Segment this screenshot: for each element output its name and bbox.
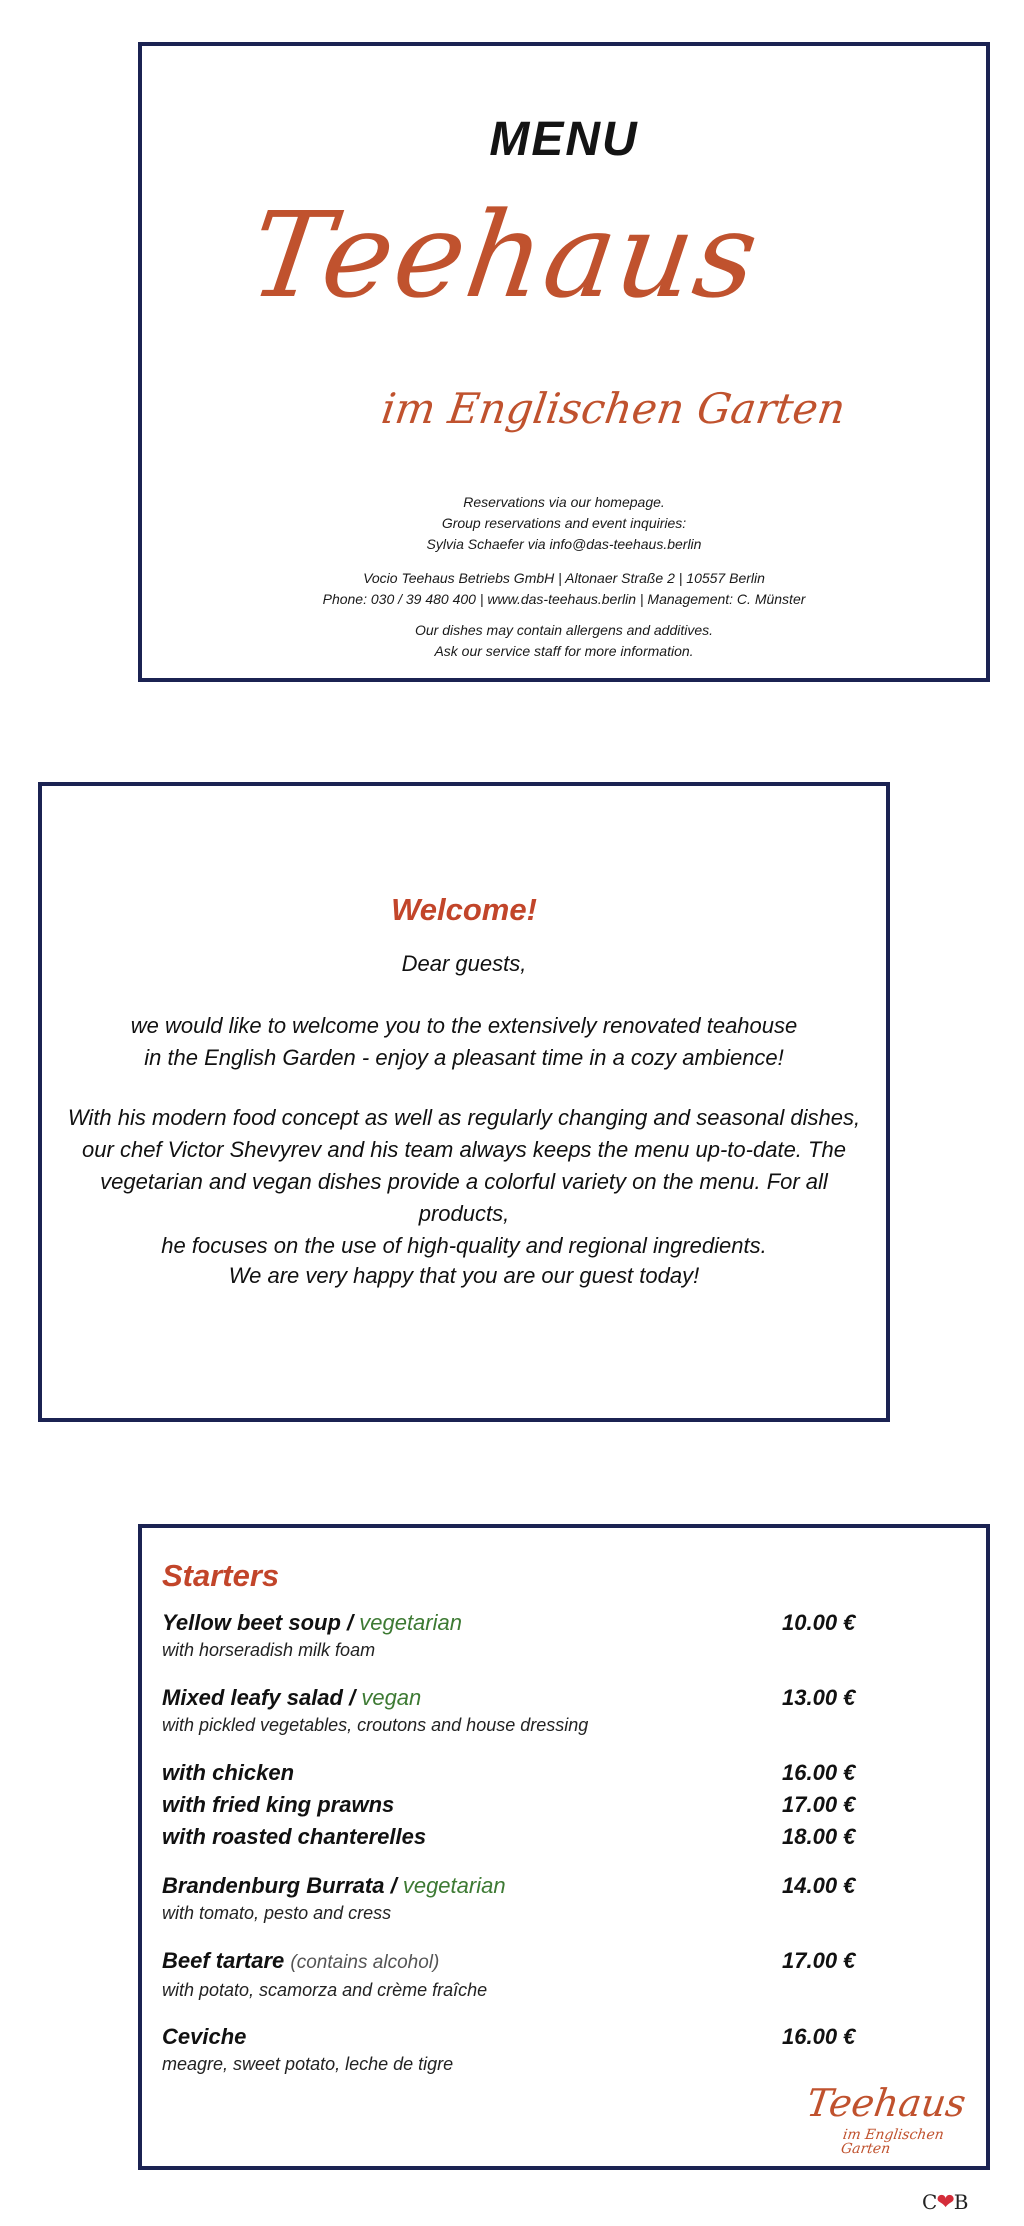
item-description: with tomato, pesto and cress	[162, 1903, 392, 1923]
welcome-line: he focuses on the use of high-quality and regional ingredients.	[161, 1233, 767, 1258]
menu-item	[162, 1683, 942, 1737]
teehaus-small-logo-subtitle: im Englischen Garten	[839, 2127, 945, 2157]
reservation-line: Sylvia Schaefer via info@das-teehaus.berlin	[426, 536, 702, 552]
allergen-info	[142, 620, 986, 662]
item-note: (contains alcohol)	[290, 1952, 440, 1973]
item-name: Beef tartare (contains alcohol)	[162, 1948, 440, 1973]
item-price: 17.00 €	[782, 1948, 856, 1973]
section-title: Starters	[162, 1558, 280, 1593]
item-price: 17.00 €	[782, 1792, 856, 1817]
reservation-line: Group reservations and event inquiries:	[441, 515, 687, 531]
welcome-heading: Welcome!	[391, 892, 537, 927]
teehaus-logo-subtitle: im Englischen Garten	[378, 384, 849, 433]
menu-cover-card	[138, 42, 990, 682]
reservation-line: Reservations via our homepage.	[463, 494, 665, 510]
menu-item-option	[162, 1822, 942, 1852]
menu-item-option	[162, 1790, 942, 1820]
menu-item	[162, 1946, 942, 2002]
menu-title: MENU	[489, 113, 639, 166]
diet-tag: vegan	[361, 1685, 422, 1710]
item-name: with roasted chanterelles	[162, 1824, 427, 1849]
menu-item-option	[162, 1758, 942, 1788]
item-name: Mixed leafy salad / vegan	[162, 1685, 422, 1710]
welcome-line: in the English Garden - enjoy a pleasant time in a cozy ambience!	[144, 1045, 784, 1070]
item-name: Brandenburg Burrata / vegetarian	[162, 1873, 506, 1898]
teehaus-logo: Teehaus	[242, 186, 768, 324]
company-line: Phone: 030 / 39 480 400 | www.das-teehaus.berlin | Management: C. Münster	[322, 591, 806, 607]
item-name: Yellow beet soup / vegetarian	[162, 1610, 462, 1635]
menu-item	[162, 1871, 942, 1925]
item-price: 18.00 €	[782, 1824, 856, 1849]
company-line: Vocio Teehaus Betriebs GmbH | Altonaer Straße 2 | 10557 Berlin	[363, 570, 765, 586]
item-price: 10.00 €	[782, 1610, 856, 1635]
item-name: with fried king prawns	[162, 1792, 395, 1817]
welcome-closing: We are very happy that you are our guest today!	[228, 1263, 700, 1288]
allergen-line: Our dishes may contain allergens and additives.	[414, 622, 714, 638]
item-description: with horseradish milk foam	[162, 1640, 376, 1660]
welcome-paragraph	[62, 1010, 866, 1074]
welcome-line: With his modern food concept as well as regularly changing and seasonal dishes,	[67, 1105, 861, 1130]
menu-item	[162, 1608, 942, 1662]
item-name: Ceviche	[162, 2024, 247, 2049]
item-price: 16.00 €	[782, 1760, 856, 1785]
company-info	[142, 568, 986, 610]
item-name: with chicken	[162, 1760, 295, 1785]
menu-item	[162, 2022, 942, 2076]
welcome-card	[38, 782, 890, 1422]
diet-tag: vegetarian	[402, 1873, 506, 1898]
diet-tag: vegetarian	[359, 1610, 462, 1635]
welcome-line: we would like to welcome you to the extensively renovated teahouse	[130, 1013, 798, 1038]
item-description: meagre, sweet potato, leche de tigre	[162, 2054, 454, 2074]
welcome-line: our chef Victor Shevyrev and his team always keeps the menu up-to-date. The	[82, 1137, 846, 1162]
watermark: C❤B	[922, 2190, 968, 2215]
allergen-line: Ask our service staff for more information.	[434, 643, 694, 659]
heart-icon: ❤	[936, 2190, 954, 2215]
item-description: with pickled vegetables, croutons and house dressing	[162, 1715, 589, 1735]
welcome-line: vegetarian and vegan dishes provide a colorful variety on the menu. For all products,	[100, 1169, 828, 1226]
teehaus-small-logo: Teehaus	[803, 2081, 969, 2125]
starters-card	[138, 1524, 990, 2170]
item-description: with potato, scamorza and crème fraîche	[162, 1980, 488, 2000]
reservation-info	[142, 492, 986, 555]
welcome-greeting: Dear guests,	[401, 951, 527, 976]
welcome-paragraph	[62, 1102, 866, 1262]
item-price: 16.00 €	[782, 2024, 856, 2049]
item-price: 14.00 €	[782, 1873, 856, 1898]
item-price: 13.00 €	[782, 1685, 856, 1710]
